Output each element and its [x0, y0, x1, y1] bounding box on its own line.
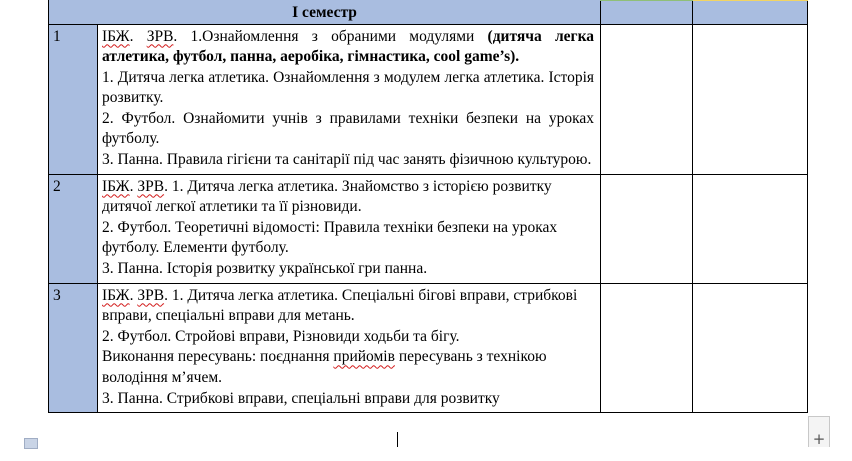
document-page — [48, 0, 808, 447]
semester-header-row — [49, 0, 808, 24]
lesson-content-cell[interactable] — [98, 24, 601, 174]
lesson-item: 2. Футбол. Ознайомити учнів з правилами техніки безпеки на уроках футболу. — [102, 109, 595, 148]
lesson-item: 3. Панна. Історія розвитку української гри панна. — [102, 260, 428, 278]
empty-cell[interactable] — [601, 283, 693, 413]
spellcheck-word: ЗРВ — [146, 27, 174, 45]
spellcheck-word: ІБЖ — [102, 177, 130, 195]
spellcheck-word: ЗРВ — [137, 177, 165, 195]
separator: . — [129, 177, 138, 195]
table-row — [49, 174, 808, 283]
header-cell-yellow — [693, 0, 808, 24]
empty-cell[interactable] — [601, 24, 693, 174]
semester-header-cell — [49, 0, 601, 24]
row-number: 1 — [49, 24, 98, 174]
spellcheck-word: ЗРВ — [137, 286, 165, 304]
table-row — [49, 24, 808, 174]
add-row-button[interactable]: + — [808, 416, 830, 447]
lesson-content-cell[interactable] — [98, 283, 601, 413]
lesson-item — [102, 347, 594, 388]
lesson-item: 3. Панна. Стрибкові вправи, спеціальні вправи для розвитку — [102, 389, 500, 407]
lesson-intro: . 1. Дитяча легка атлетика. Знайомство з історією розвитку дитячої легкої атлетики та її різновиди. — [102, 177, 552, 216]
spellcheck-word: ІБЖ — [102, 27, 130, 45]
modules-list: (дитяча легка атлетика, футбол, панна, аеробіка, гімнастика, cool game’s). — [102, 27, 595, 66]
header-cell-green — [601, 0, 693, 24]
lesson-item-part: пересувань з технікою володіння м’ячем. — [102, 348, 547, 386]
table-row — [49, 283, 808, 413]
curriculum-table — [48, 0, 808, 413]
lesson-item: 1. Дитяча легка атлетика. Ознайомлення з модулем легка атлетика. Історія розвитку. — [102, 68, 595, 107]
lesson-intro: . 1.Ознайомлення з обраними модулями — [173, 27, 488, 45]
lesson-item-part: Виконання пересувань: поєднання — [102, 348, 334, 366]
empty-cell[interactable] — [693, 24, 808, 174]
row-number: 2 — [49, 174, 98, 283]
lesson-item: 2. Футбол. Теоретичні відомості: Правила техніки безпеки на уроках футболу. Елементи футболу. — [102, 218, 558, 257]
row-number: 3 — [49, 283, 98, 413]
document-side-icon — [24, 438, 38, 449]
separator: . — [129, 27, 147, 45]
empty-cell[interactable] — [693, 283, 808, 413]
semester-title: І семестр — [292, 3, 357, 21]
lesson-intro: . 1. Дитяча легка атлетика. Спеціальні бігові вправи, стрибкові вправи, спеціальні вправи для метань. — [102, 286, 578, 325]
lesson-item: 2. Футбол. Стройові вправи, Різновиди ходьби та бігу. — [102, 327, 460, 345]
empty-cell[interactable] — [693, 174, 808, 283]
empty-cell[interactable] — [601, 174, 693, 283]
lesson-content-cell[interactable] — [98, 174, 601, 283]
separator: . — [129, 286, 138, 304]
spellcheck-word: ІБЖ — [102, 286, 130, 304]
spellcheck-word: прийомів — [333, 348, 395, 366]
text-cursor — [397, 432, 398, 447]
lesson-item: 3. Панна. Правила гігієни та санітарії під час занять фізичною культурою. — [102, 151, 592, 169]
